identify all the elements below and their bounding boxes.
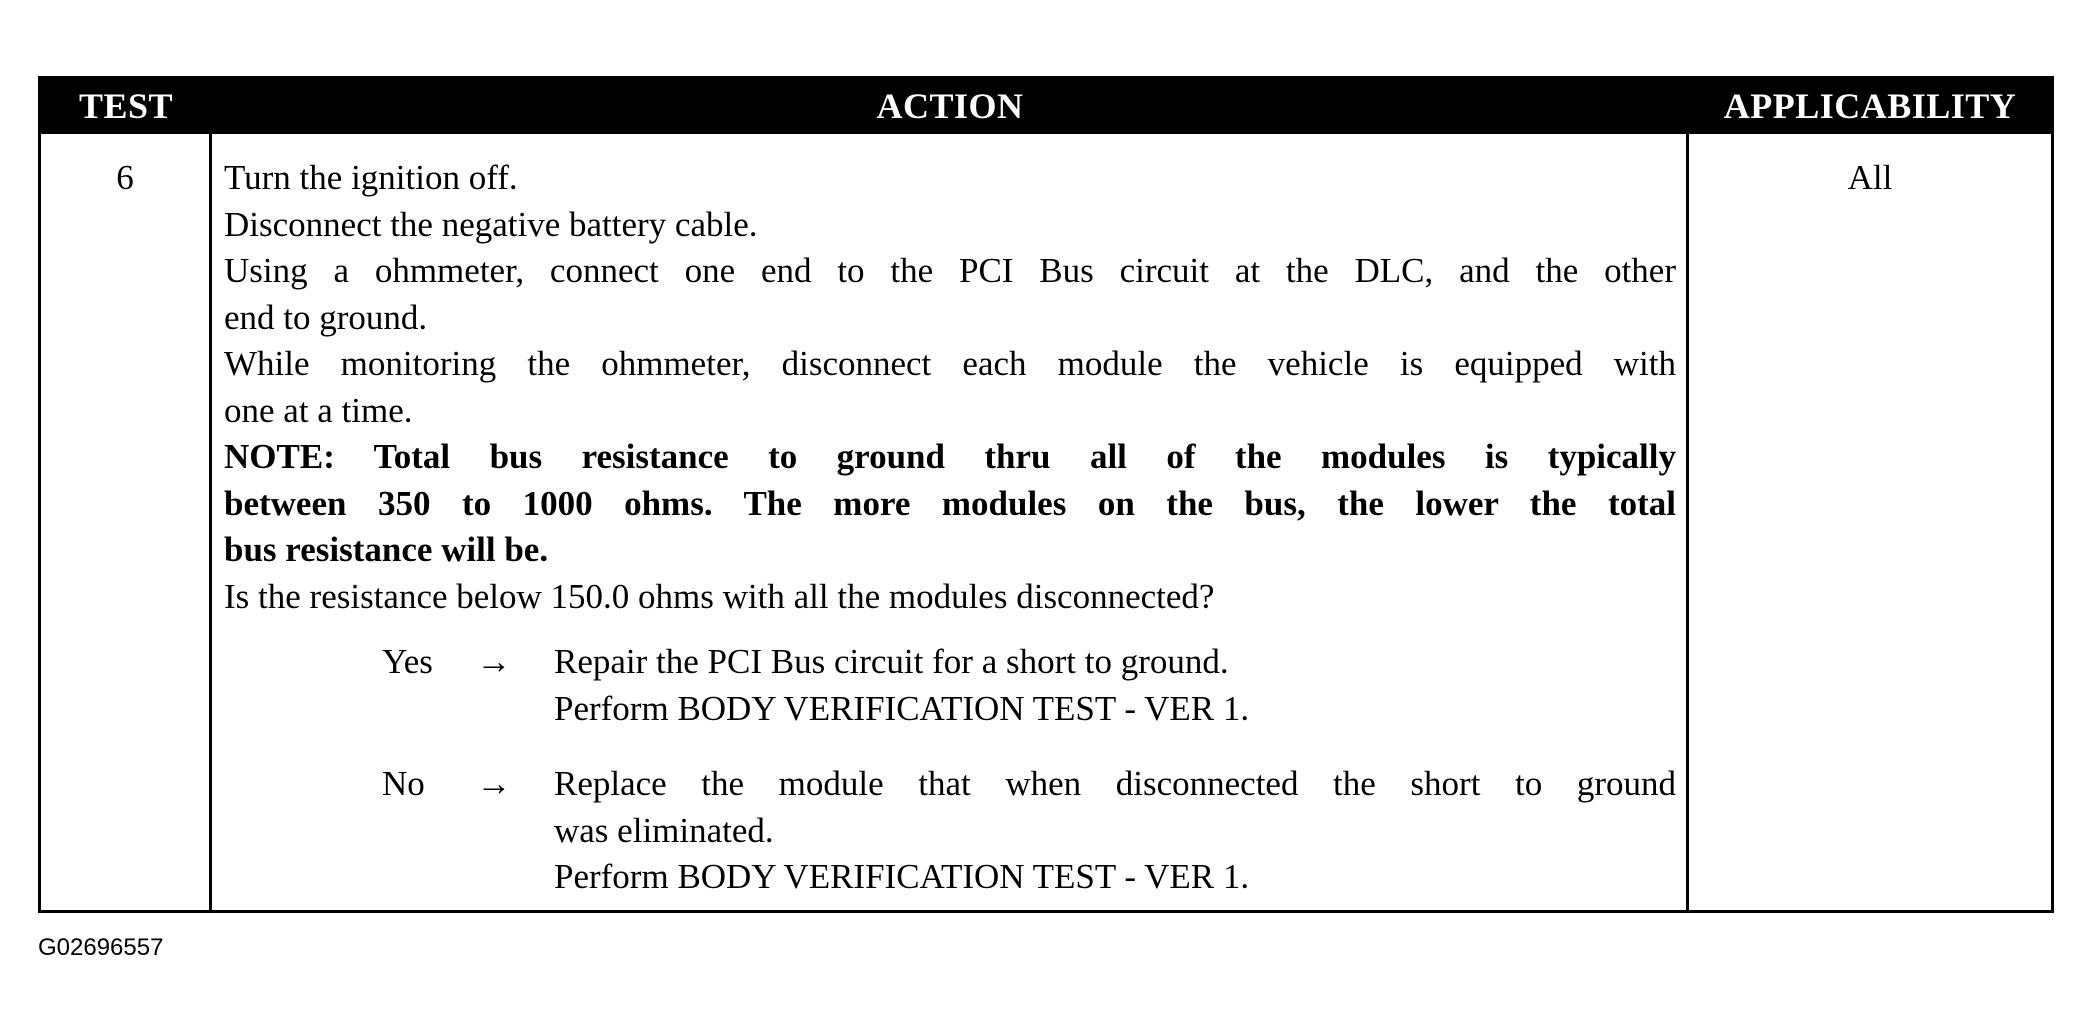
test-number: 6 xyxy=(116,158,134,197)
right-arrow-icon: → xyxy=(476,642,512,681)
note-line: between 350 to 1000 ohms. The more modules on the bus, the lower the total xyxy=(224,483,1676,523)
result-line: Replace the module that when disconnected the short to ground xyxy=(554,764,1676,803)
note-line: NOTE: Total bus resistance to ground thru all of the modules is typically xyxy=(224,437,1676,476)
action-cell xyxy=(224,155,1676,620)
right-arrow-icon: → xyxy=(476,764,512,803)
result-line: Repair the PCI Bus circuit for a short to ground. xyxy=(554,642,1229,681)
action-step: While monitoring the ohmmeter, disconnect each module the vehicle is equipped with xyxy=(224,344,1676,383)
question-text: Is the resistance below 150.0 ohms with all the modules disconnected? xyxy=(224,576,1215,616)
result-line: was eliminated. xyxy=(554,810,774,850)
action-step: end to ground. xyxy=(224,297,428,337)
header-applicability: APPLICABILITY xyxy=(1723,86,2017,126)
table-header-row xyxy=(41,79,2051,134)
column-divider xyxy=(209,134,212,910)
yes-label: Yes xyxy=(382,642,433,681)
action-step: Turn the ignition off. xyxy=(224,158,518,197)
header-action: ACTION xyxy=(876,86,1024,126)
no-result xyxy=(554,761,1676,901)
result-line: Perform BODY VERIFICATION TEST - VER 1. xyxy=(554,857,1250,896)
no-label: No xyxy=(382,764,425,803)
action-step: Disconnect the negative battery cable. xyxy=(224,204,758,244)
diagnostic-test-table xyxy=(38,76,2054,913)
note-line: bus resistance will be. xyxy=(224,530,549,569)
column-divider xyxy=(1686,134,1689,910)
yes-result xyxy=(554,639,1676,732)
action-step: one at a time. xyxy=(224,390,413,430)
result-line: Perform BODY VERIFICATION TEST - VER 1. xyxy=(554,688,1250,728)
figure-id: G02696557 xyxy=(38,934,164,961)
applicability-value: All xyxy=(1847,158,1893,197)
header-test: TEST xyxy=(78,86,174,126)
action-step: Using a ohmmeter, connect one end to the PCI Bus circuit at the DLC, and the other xyxy=(224,251,1676,290)
